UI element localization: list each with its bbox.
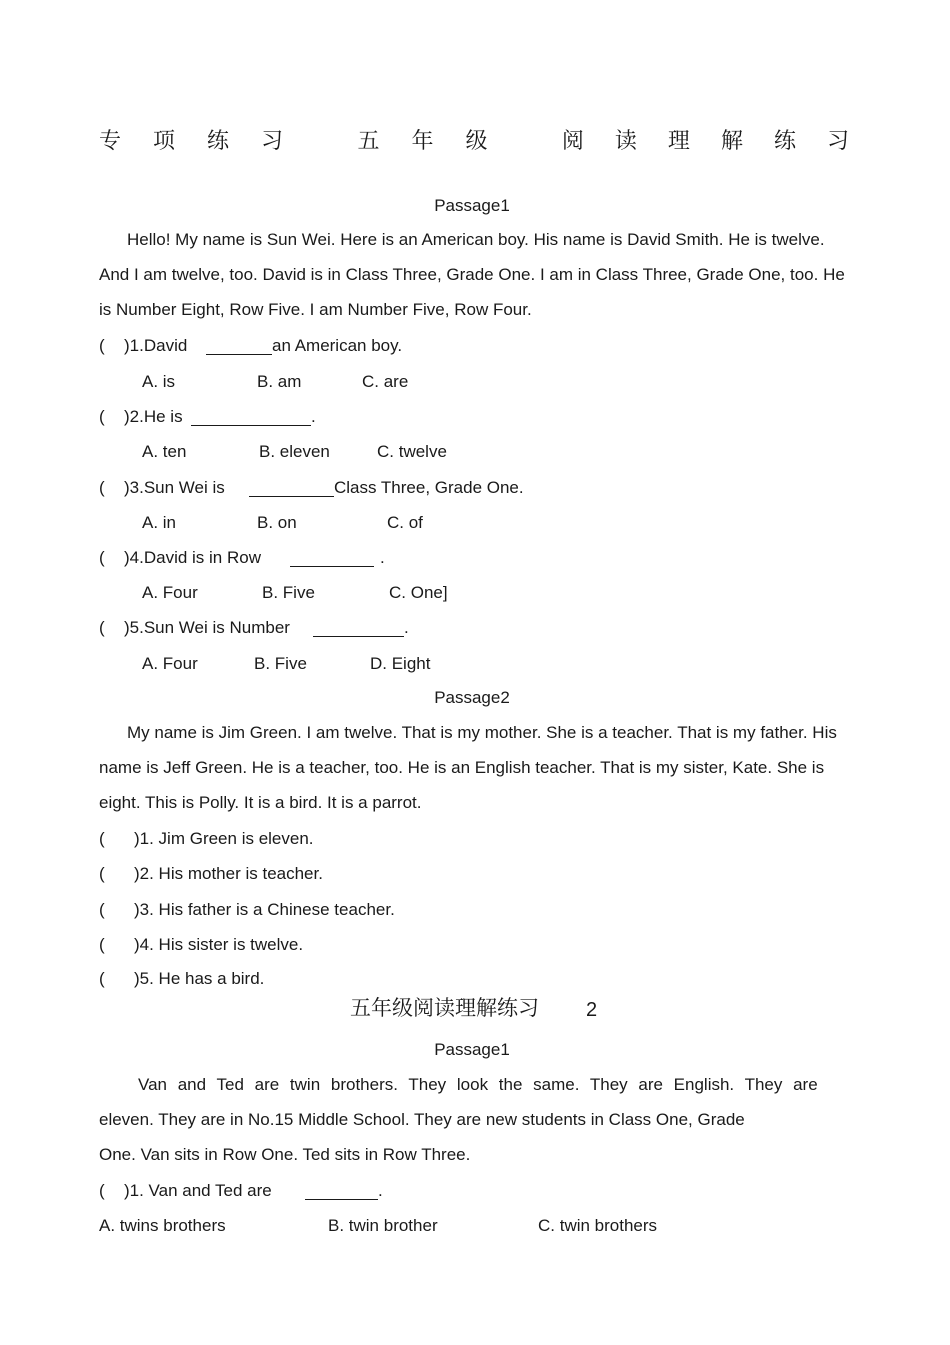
true-false-statement: )4. His sister is twelve. [134, 935, 304, 954]
option: B. am [257, 372, 302, 391]
option: A. ten [142, 442, 187, 461]
option: A. Four [142, 654, 198, 673]
passage-line-text: Van and Ted are twin brothers. They look the same. They are English. They are [138, 1075, 818, 1094]
option: B. Five [254, 654, 307, 673]
passage-line: eleven. They are in No.15 Middle School. They are new students in Class One, Grade [99, 1110, 745, 1129]
answer-paren: ( [99, 407, 105, 426]
passage-heading: Passage1 [434, 1040, 510, 1059]
question-stem: )2.He is [124, 407, 183, 426]
passage-text: My name is Jim Green. I am twelve. That is my mother. She is a teacher. That is my father. His name is Jeff Green. He is a teacher, too. He is an English teacher. That is my sister, Kate. She is eight. This is Polly. It is a bird. It is a parrot. [99, 723, 837, 812]
question-stem: )3.Sun Wei is [124, 478, 225, 497]
title-char: 理 [667, 129, 690, 154]
question-text: an American boy. [272, 336, 403, 355]
question-text: . [380, 548, 385, 567]
question-text: . [311, 407, 316, 426]
question-text: Class Three, Grade One. [334, 478, 524, 497]
option: B. on [257, 513, 297, 532]
true-false-statement: )1. Jim Green is eleven. [134, 829, 314, 848]
question-stem: )1. Van and Ted are [124, 1181, 272, 1200]
answer-blank[interactable] [305, 1184, 378, 1200]
true-false-statement: )3. His father is a Chinese teacher. [134, 900, 395, 919]
answer-paren: ( [99, 548, 105, 567]
answer-blank[interactable] [249, 481, 334, 497]
option: B. Five [262, 583, 315, 602]
title-char: 练 [207, 129, 230, 154]
title-char: 年 [411, 129, 434, 154]
passage-line [138, 1076, 849, 1093]
question-stem: )1.David [124, 336, 188, 355]
answer-paren: ( [99, 829, 105, 848]
answer-paren: ( [99, 336, 105, 355]
answer-paren: ( [99, 900, 105, 919]
answer-blank[interactable] [290, 551, 374, 567]
question-text: . [378, 1181, 383, 1200]
answer-paren: ( [99, 1181, 105, 1200]
section-title: 五年级阅读理解练习 [350, 996, 539, 1020]
answer-paren: ( [99, 618, 105, 637]
passage-heading: Passage2 [434, 688, 510, 707]
true-false-statement: )2. His mother is teacher. [134, 864, 323, 883]
answer-paren: ( [99, 478, 105, 497]
title-char: 解 [720, 129, 743, 154]
title-char: 专 [99, 129, 122, 154]
option: C. are [362, 372, 409, 391]
title-char: 练 [773, 129, 796, 154]
option: C. One] [389, 583, 448, 602]
title-part-special-practice [99, 131, 283, 153]
option: C. of [387, 513, 423, 532]
option: A. is [142, 372, 176, 391]
question-text: . [404, 618, 409, 637]
answer-paren: ( [99, 935, 105, 954]
title-char: 项 [153, 129, 176, 154]
option: B. eleven [259, 442, 330, 461]
answer-paren: ( [99, 864, 105, 883]
title-char: 级 [465, 129, 488, 154]
title-part-grade [357, 131, 487, 153]
answer-blank[interactable] [191, 410, 311, 426]
title-char: 阅 [561, 129, 584, 154]
answer-paren: ( [99, 969, 105, 988]
option: A. in [142, 513, 177, 532]
option: A. Four [142, 583, 198, 602]
title-char: 习 [826, 129, 849, 154]
title-char: 五 [357, 129, 380, 154]
page-title [99, 131, 849, 153]
title-char: 读 [614, 129, 637, 154]
title-char: 习 [261, 129, 284, 154]
option: C. twelve [377, 442, 447, 461]
answer-blank[interactable] [206, 339, 272, 355]
section-number: 2 [586, 999, 598, 1021]
question-stem: )5.Sun Wei is Number [124, 618, 290, 637]
passage-text: Hello! My name is Sun Wei. Here is an American boy. His name is David Smith. He is twelve. And I am twelve, too. David is in Class Three, Grade One. I am in Class Three, Grade One, too. He is Number Eight, Row Five. I am Number Five, Row Four. [99, 230, 845, 319]
option: B. twin brother [328, 1216, 438, 1235]
option: A. twins brothers [99, 1216, 226, 1235]
option: C. twin brothers [538, 1216, 658, 1235]
answer-blank[interactable] [313, 621, 404, 637]
passage-line: One. Van sits in Row One. Ted sits in Row Three. [99, 1145, 471, 1164]
title-part-reading [562, 131, 849, 153]
question-stem: )4.David is in Row [124, 548, 261, 567]
option: D. Eight [370, 654, 431, 673]
passage-heading: Passage1 [434, 196, 510, 215]
true-false-statement: )5. He has a bird. [134, 969, 265, 988]
